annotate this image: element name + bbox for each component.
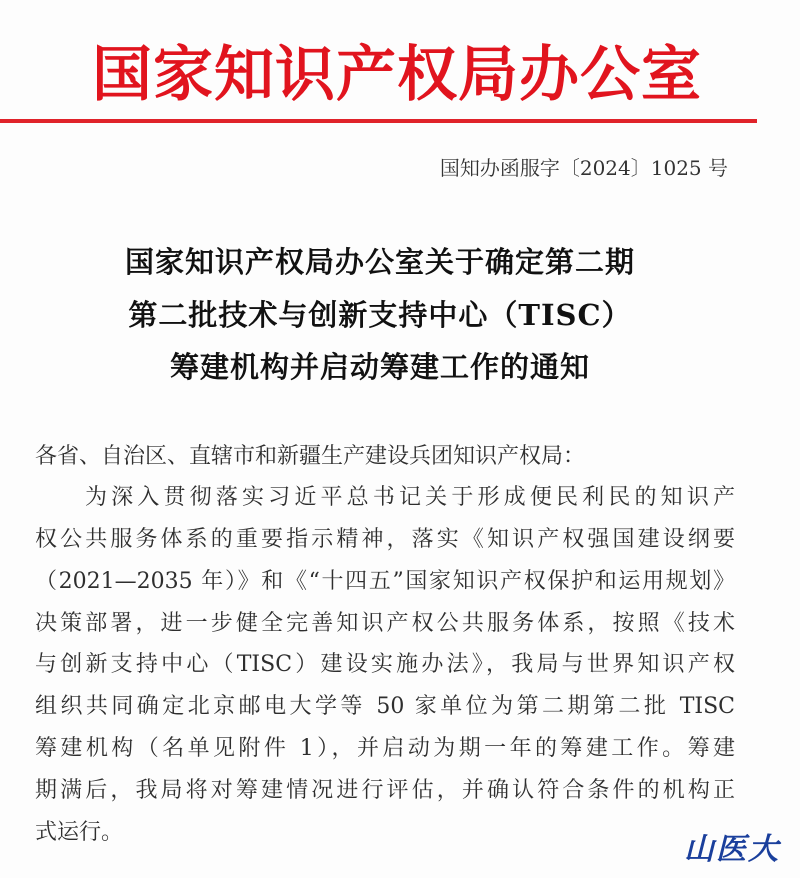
watermark-logo: 山医大: [684, 832, 780, 867]
red-divider: [0, 119, 757, 123]
body-line: 与创新支持中心（TISC）建设实施办法》，我局与世界知识产权: [35, 652, 735, 677]
salutation: 各省、自治区、直辖市和新疆生产建设兵团知识产权局：: [35, 444, 586, 469]
title-line: 国家知识产权局办公室关于确定第二期: [124, 245, 635, 279]
body-line: （2021—2035 年）》和《“十四五”国家知识产权保护和运用规划》: [35, 569, 735, 594]
body-line: 权公共服务体系的重要指示精神，落实《知识产权强国建设纲要: [35, 527, 735, 552]
body-line: 决策部署，进一步健全完善知识产权公共服务体系，按照《技术: [35, 611, 735, 636]
title-line: 筹建机构并启动筹建工作的通知: [169, 350, 590, 384]
document-number: 国知办函服字〔2024〕1025 号: [439, 156, 728, 180]
body-line: 为深入贯彻落实习近平总书记关于形成便民利民的知识产: [85, 485, 735, 510]
body-line: 式运行。: [35, 820, 124, 845]
body-line: 筹建机构（名单见附件 1），并启动为期一年的筹建工作。筹建: [35, 736, 735, 761]
title-line: 第二批技术与创新支持中心（TISC）: [128, 298, 632, 332]
body-line: 期满后，我局将对筹建情况进行评估，并确认符合条件的机构正: [35, 778, 735, 803]
body-line: 组织共同确定北京邮电大学等 50 家单位为第二期第二批 TISC: [35, 694, 735, 719]
letterhead: 国家知识产权局办公室: [92, 40, 702, 110]
